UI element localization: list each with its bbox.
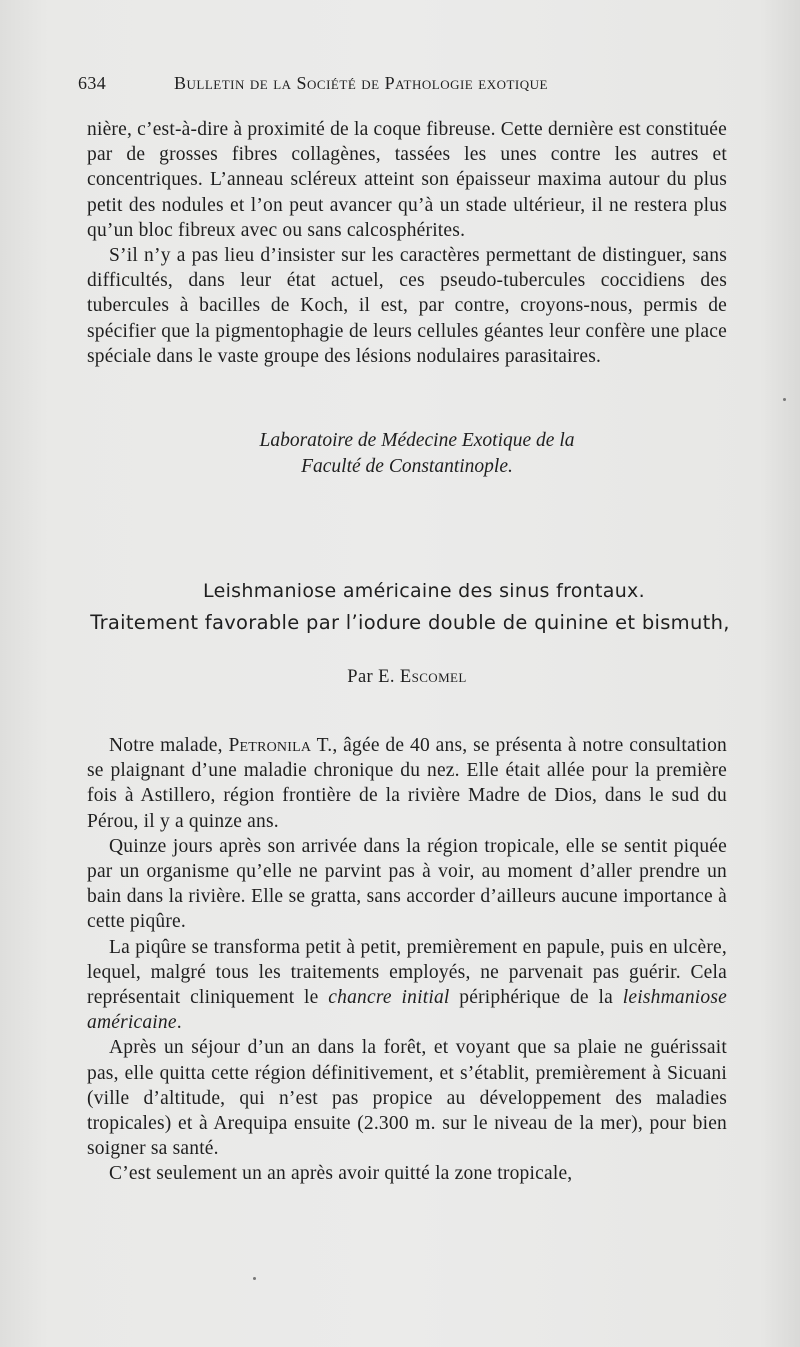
text-run: La piqûre se transforma petit à petit, premièrement en papule, puis en ulcère, lequel, malgré tous les traitements employés, ne parvenait pas guérir. Cela représentait cliniquement le: [87, 936, 727, 1009]
patient-name: Petronila: [228, 735, 312, 756]
paragraph: [87, 733, 727, 834]
paragraph: C’est seulement un an après avoir quitté la zone tropicale,: [109, 1163, 573, 1185]
paragraph: nière, c’est-à-dire à proximité de la coque fibreuse. Cette dernière est constituée par de grosses fibres collagènes, tassées les unes contre les autres et concentriques. L’anneau scléreux atteint son épaisseur maxima autour du plus petit des nodules et l’on peut avancer qu’à un stade ultérieur, il ne restera plus qu’un bloc fibreux avec ou sans calcosphérites.: [87, 119, 727, 241]
byline-prefix: Par E.: [347, 667, 395, 687]
text-run: .: [176, 1012, 182, 1034]
title-line: Traitement favorable par l’iodure double de quinine et bismuth,: [90, 611, 730, 634]
affiliation-line: Faculté de Constantinople.: [301, 455, 513, 477]
page-header: [78, 73, 728, 99]
affiliation-signature: [87, 428, 727, 479]
text-run: Notre malade,: [109, 735, 223, 756]
text-run: périphérique de la: [459, 987, 614, 1009]
paragraph: S’il n’y a pas lieu d’insister sur les caractères permettant de distinguer, sans difficultés, dans leur état actuel, ces pseudo-tubercules coccidiens des tubercules à bacilles de Koch, il est, par contre, croyons-nous, permis de spécifier que la pigmentophagie de leurs cellules géantes leur confère une place spéciale dans le vaste groupe des lésions nodulaires parasitaires.: [87, 245, 727, 367]
running-title: Bulletin de la Société de Pathologie exotique: [174, 73, 548, 93]
paragraph: [87, 935, 727, 1036]
paragraph: Quinze jours après son arrivée dans la région tropicale, elle se sentit piquée par un organisme qu’elle ne parvint pas à voir, au moment d’aller prendre un bain dans la rivière. Elle se gratta, sans accorder d’ailleurs aucune importance à cette piqûre.: [87, 835, 727, 933]
emphasis: leishmaniose américaine: [87, 987, 728, 1034]
page-number: 634: [78, 73, 107, 93]
emphasis: chancre initial: [328, 987, 450, 1009]
author-name: Escomel: [399, 667, 467, 687]
title-line: Leishmaniose américaine des sinus frontaux.: [203, 580, 645, 602]
article-title: [80, 575, 740, 639]
text-run: T., âgée de 40 ans, se présenta à notre consultation se plaignant d’une maladie chronique du nez. Elle était allée pour la première fois à Astillero, région frontière de la rivière Madre de Dios, dans le sud du Pérou, il y a quinze ans.: [87, 735, 727, 832]
article-body: [87, 733, 727, 1187]
byline: [87, 667, 727, 688]
print-speck: [253, 1277, 256, 1280]
affiliation-line: Laboratoire de Médecine Exotique de la: [259, 430, 575, 451]
paragraph: Après un séjour d’un an dans la forêt, et voyant que sa plaie ne guérissait pas, elle quitta cette région définitivement, et s’établit, premièrement à Sicuani (ville d’altitude, qui n’est pas propice au développement des maladies tropicales) et à Arequipa ensuite (2.300 m. sur le niveau de la mer), pour bien soigner sa santé.: [87, 1037, 727, 1160]
continued-text: [87, 117, 727, 369]
print-speck: [783, 398, 786, 401]
